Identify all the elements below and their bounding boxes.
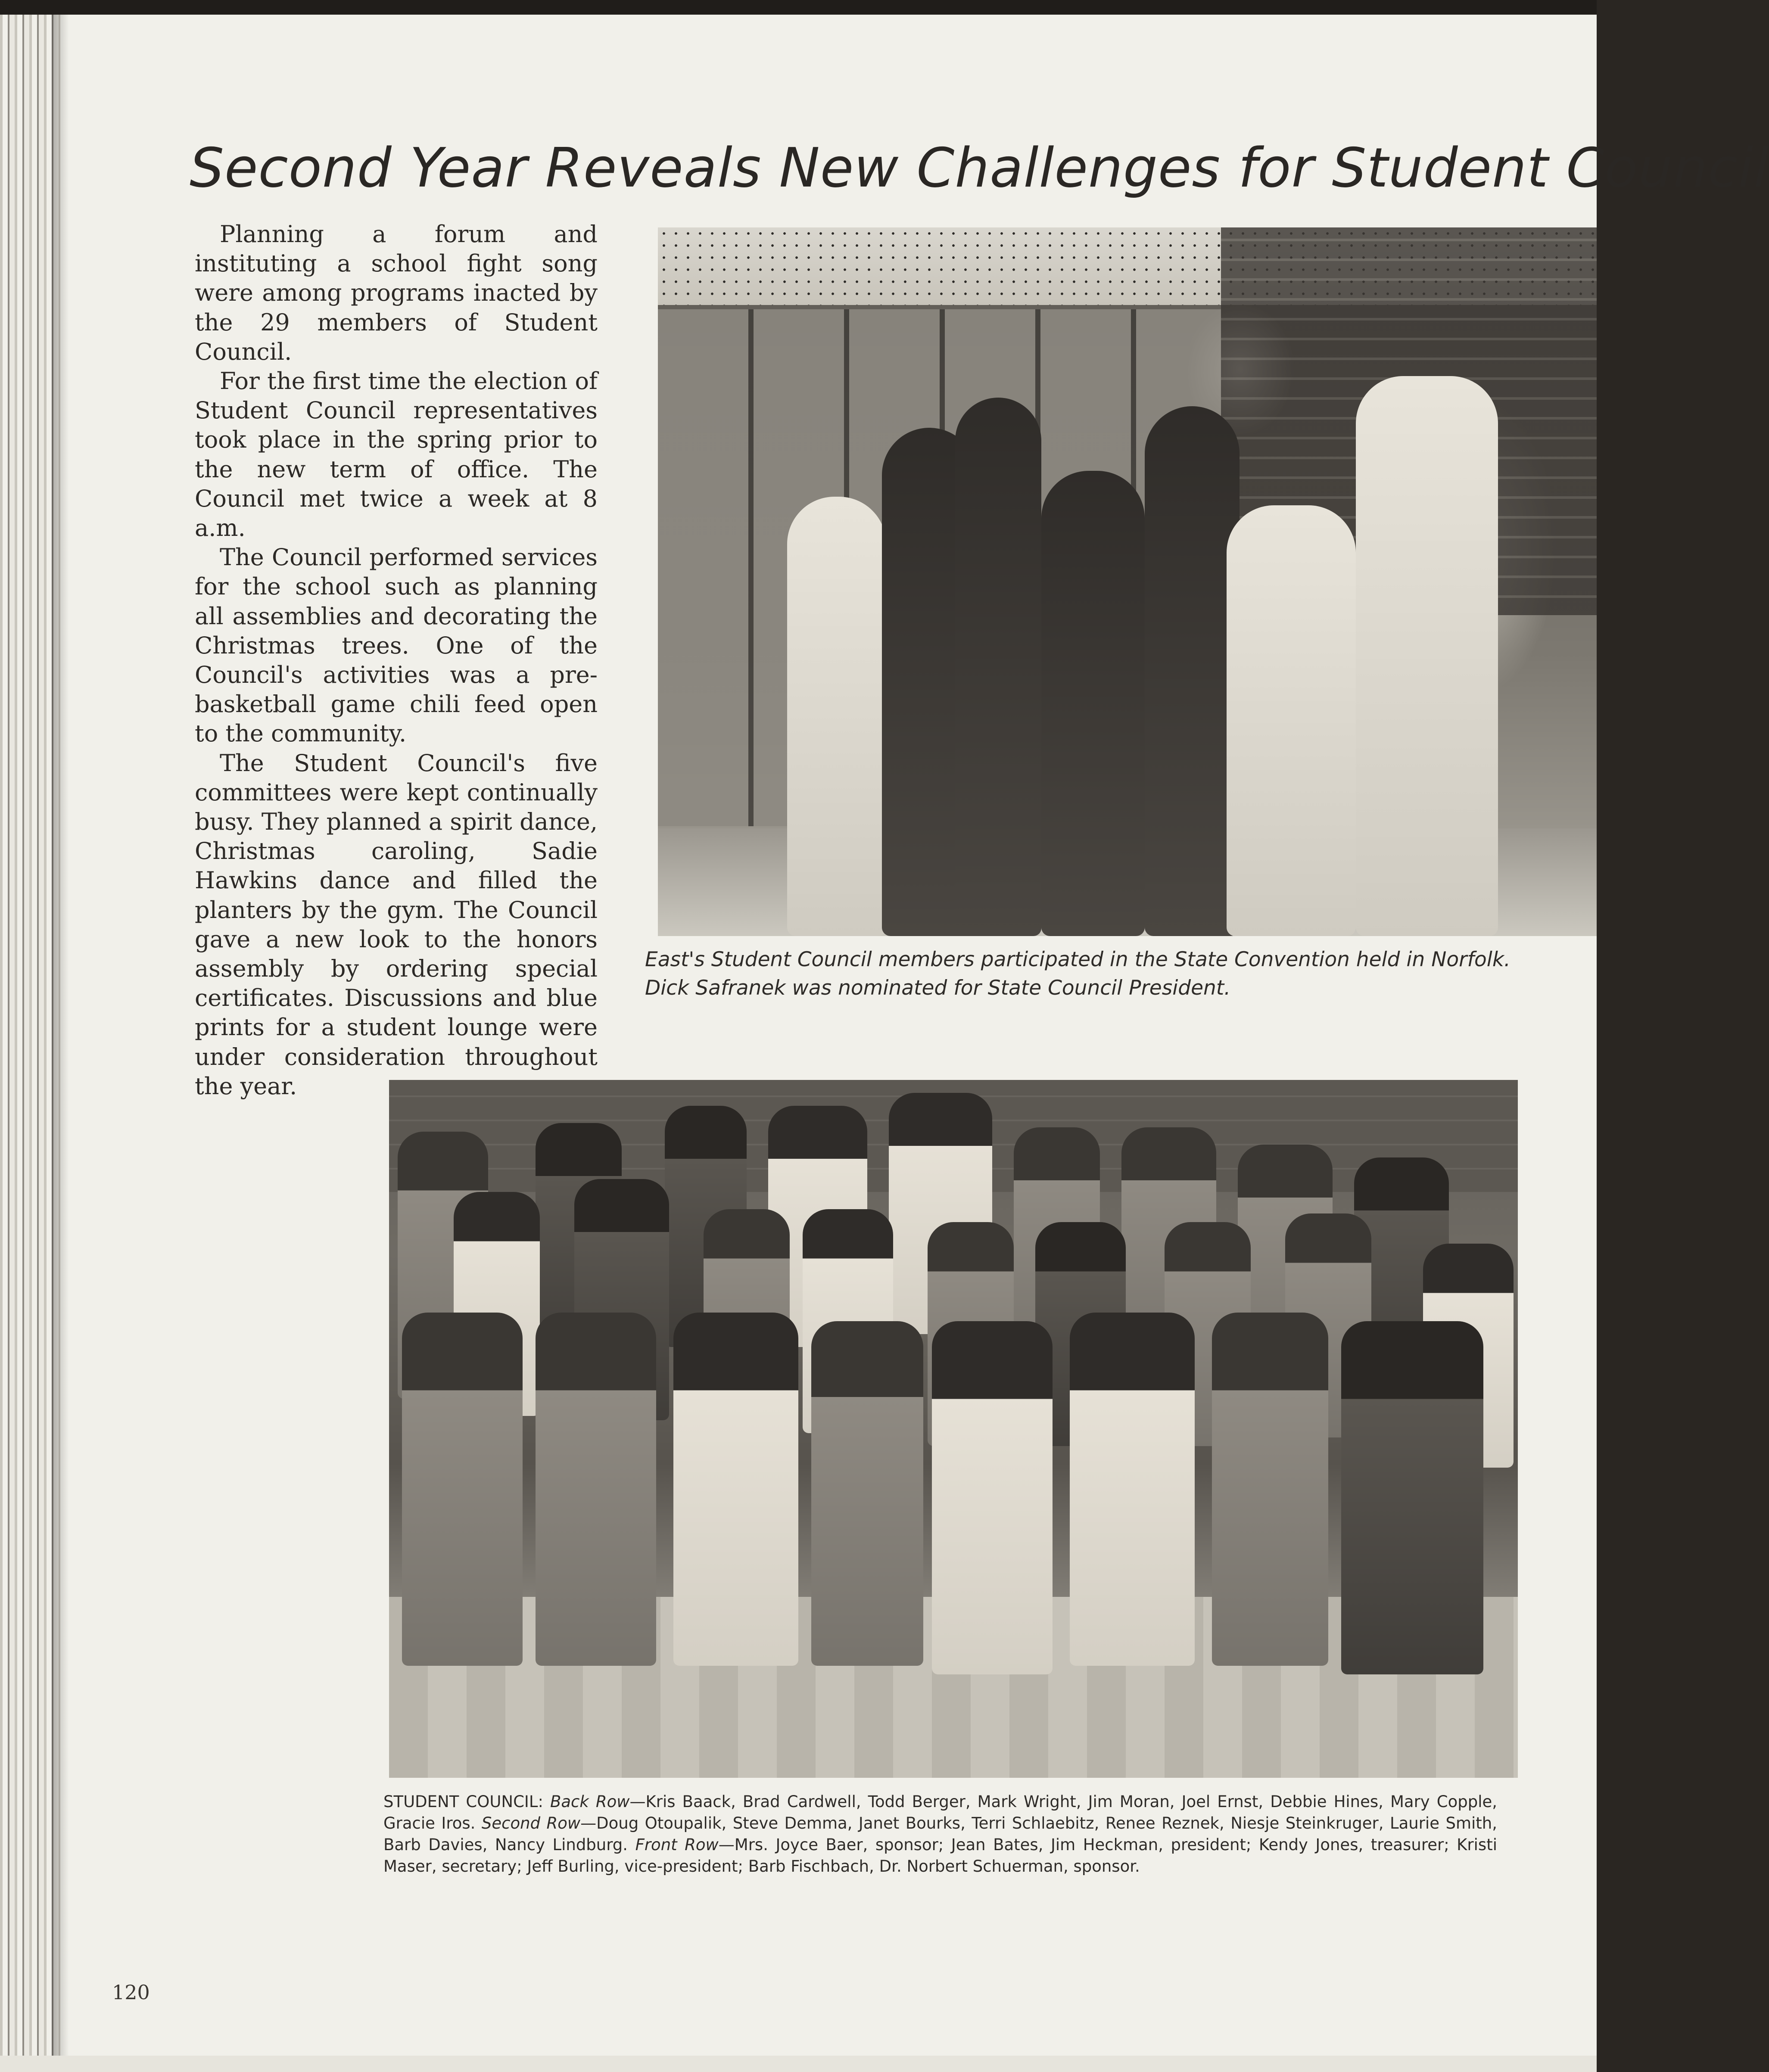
bottom-edge [0,2056,1597,2072]
top-edge [0,0,1597,15]
group-member [932,1321,1053,1674]
student-figure [955,398,1041,936]
row-label-back: Back Row [550,1792,630,1811]
article-body [195,220,598,1100]
book-spine [0,15,60,2056]
photo-caption: East's Student Council members participated in the State Convention held in Norfolk. Dick Safranek was nominated for State Council President. [645,948,1511,1000]
group-member [402,1313,523,1666]
student-figure [1145,406,1240,936]
second-row-names: Doug Otoupalik, Steve Demma, Janet Bourks, Terri Schlaebitz, Renee Reznek, Niesje Steinkruger, Laurie Smith, Barb Davies, Nancy Lindburg. [383,1814,1497,1854]
student-figure [1356,376,1498,936]
article-paragraph: For the first time the election of Student Council representatives took place in the spring prior to the new term of office. The Council met twice a week at 8 a.m. [195,367,598,542]
group-photo-caption: STUDENT COUNCIL: Back Row—Kris Baack, Brad Cardwell, Todd Berger, Mark Wright, Jim Moran, Joel Ernst, Debbie Hines, Mary Copple, Gracie Iros. Second Row—Doug Otoupalik, Steve Demma, Janet Bourks, Terri Schlaebitz, Renee Reznek, Niesje Steinkruger, Laurie Smith, Barb Davies, Nancy Lindburg. Front Row—Mrs. Joyce Baer, sponsor; Jean Bates, Jim Heckman, president; Kendy Jones, treasurer; Kristi Maser, secretary; Jeff Burling, vice-president; Barb Fischbach, Dr. Norbert Schuerman, sponsor. [383,1792,1498,1876]
student-figure [787,497,886,936]
group-member [1212,1313,1328,1666]
article-paragraph: Planning a forum and instituting a school fight song were among programs inacted by the 29 members of Student Council. [195,221,598,365]
article-paragraph: The Student Council's five committees were kept continually busy. They planned a spirit dance, Christmas caroling, Sadie Hawkins dance and filled the planters by the gym. The Council gave a new look to the honors assembly by ordering special certificates. Discussions and blue prints for a student lounge were under consideration throughout the year. [195,749,598,1100]
group-member [811,1321,923,1666]
student-figure [1041,471,1145,936]
front-row-names: Mrs. Joyce Baer, sponsor; Jean Bates, Jim Heckman, president; Kendy Jones, treasurer; Kristi Maser, secretary; Jeff Burling, vice-president; Barb Fischbach, Dr. Norbert Schuerman, sponsor. [383,1836,1497,1876]
group-photo [389,1080,1518,1778]
back-row-names: Kris Baack, Brad Cardwell, Todd Berger, Mark Wright, Jim Moran, Joel Ernst, Debbie Hines, Mary Copple, Gracie Iros. [383,1792,1498,1832]
page-number: 120 [112,1981,150,2004]
page-headline: Second Year Reveals New Challenges for Student Council [190,136,1769,199]
article-paragraph: The Council performed services for the school such as planning all assemblies and decorating the Christmas trees. One of the Council's activities was a pre-basketball game chili feed open to the community. [195,544,598,747]
spine-shadow [52,15,69,2056]
row-label-front: Front Row [635,1836,719,1854]
group-member [536,1313,656,1666]
row-label-second: Second Row [481,1814,581,1832]
convention-photo [658,227,1597,936]
group-member [1070,1313,1195,1666]
student-figure [1227,505,1356,936]
group-member [1341,1321,1483,1674]
group-member [673,1313,798,1666]
caption-label: STUDENT COUNCIL: [383,1792,543,1811]
